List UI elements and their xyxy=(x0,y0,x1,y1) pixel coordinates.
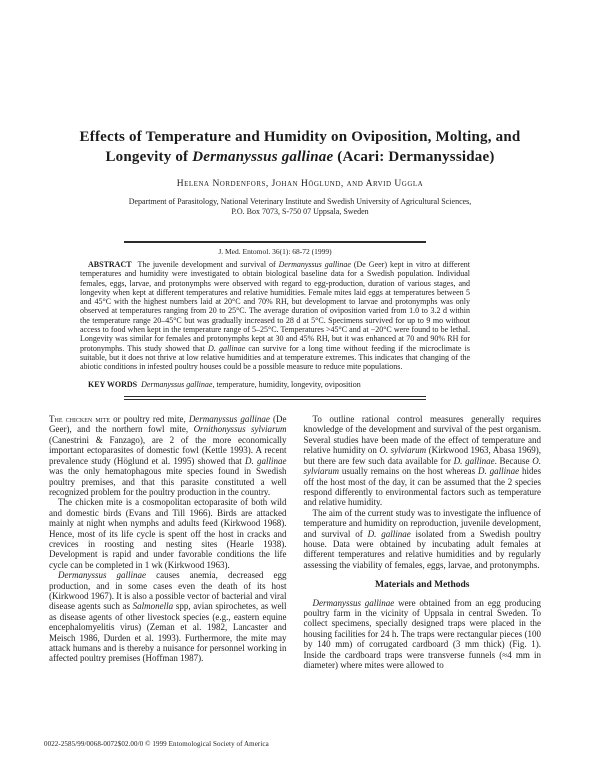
affiliation xyxy=(0,197,600,217)
body-paragraph: The aim of the current study was to investigate the influence of temperature and humidity on reproduction, juvenile development, and survival of D. gallinae isolated from a Swedish poultry house. Data were obtained by incubating adult females at different temperatures and relative humidities and by regularly assessing the viability of females, eggs, larvae, and protonymphs. xyxy=(303,507,541,570)
left-column xyxy=(49,414,287,670)
body-columns xyxy=(49,414,541,670)
body-paragraph: Dermanyssus gallinae were obtained from an egg producing poultry farm in the vicinity of Uppsala in central Sweden. To collect specimens, specially designed traps were placed in the housing facilities for 24 h. The traps were rectangular pieces (100 by 140 mm) of corrugated cardboard (3 mm thick) (Fig. 1). Inside the cardboard traps were transverse funnels (≈4 mm in diameter) where mites were allowed to xyxy=(303,597,542,670)
copyright-footer: 0022-2585/99/0068-0072$02.00/0 © 1999 Entomological Society of America xyxy=(44,740,269,748)
frontmatter-block xyxy=(80,241,470,400)
article-title-line1: Effects of Temperature and Humidity on Oviposition, Molting, and xyxy=(79,129,521,145)
body-paragraph: The chicken mite is a cosmopolitan ectoparasite of both wild and domestic birds (Evans and Till 1966). Birds are attacked mainly at night when nymphs and adults feed (Kirkwood 1968). Hence, most of its life cycle is spent off the host in cracks and crevices in roosting and nesting sites (Hearle 1938). Development is rapid and under favorable conditions the life cycle can be completed in 1 wk (Kirkwood 1963). xyxy=(49,497,287,570)
double-rule xyxy=(124,396,426,401)
body-paragraph: The chicken mite or poultry red mite, Dermanyssus gallinae (De Geer), and the northern fowl mite, Ornithonyssus sylviarum (Canestrini & Fanzago), are 2 of the more economically important ectoparasites of domestic fowl (Kettle 1993). A recent prevalence study (Höglund et al. 1995) showed that D. gallinae was the only hematophagous mite species found in Swedish poultry premises, and that this parasite constituted a well recognized problem for the poultry production in the country. xyxy=(49,414,287,497)
article-title xyxy=(0,0,600,167)
article-title-line2: Longevity of Dermanyssus gallinae (Acari: Dermanyssidae) xyxy=(105,149,495,165)
journal-citation: J. Med. Entomol. 36(1): 68-72 (1999) xyxy=(218,247,332,256)
right-column xyxy=(304,414,542,670)
authors-line: Helena Nordenfors, Johan Höglund, and Arvid Uggla xyxy=(176,179,424,189)
affiliation-line2: P.O. Box 7073, S-750 07 Uppsala, Sweden xyxy=(231,207,369,216)
keywords-line: KEY WORDS Dermanyssus gallinae, temperature, humidity, longevity, oviposition xyxy=(88,379,361,389)
top-rule xyxy=(124,241,426,243)
section-heading-materials-and-methods: Materials and Methods xyxy=(375,580,470,591)
body-paragraph: Dermanyssus gallinae causes anemia, decreased egg production, and in some cases even the death of its host (Kirkwood 1967). It is also a possible vector of bacterial and viral disease agents such as Salmonella spp, avian spirochetes, as well as disease agents of other livestock species (e.g., eastern equine encephalomyelitis virus) (Zeman et al. 1982, Lancaster and Meisch 1986, Durden et al. 1993). Furthermore, the mite may attack humans and is thereby a nuisance for personnel working in affected poultry premises (Hoffman 1987). xyxy=(49,570,287,664)
body-paragraph: To outline rational control measures generally requires knowledge of the development and survival of the pest organism. Several studies have been made of the effect of temperature and relative humidity on O. sylviarum (Kirkwood 1963, Abasa 1969), but there are few such data available for D. gallinae. Because O. sylviarum usually remains on the host whereas D. gallinae hides off the host most of the day, it can be assumed that the 2 species respond differently to environmental factors such as temperature and relative humidity. xyxy=(303,414,542,508)
abstract-paragraph: ABSTRACT The juvenile development and survival of Dermanyssus gallinae (De Geer) kept in vitro at different temperatures and humidity were investigated to obtain biological baseline data for a Swedish population. Individual females, eggs, larvae, and protonymphs were observed with regard to egg-production, duration of various stages, and longevity when kept at different temperatures and relative humidities. Female mites laid eggs at temperatures between 5 and 45°C with the highest numbers laid at 20°C and 70% RH, but development to larvae and protonymphs was only observed at temperatures ranging from 20 to 25°C. The average duration of oviposition varied from 1.0 to 3.2 d within the temperature range 20–45°C but was gradually increased to 28 d at 5°C. Specimens survived for up to 9 mo without access to food when kept in the temperature range of 5–25°C. Temperatures >45°C and at −20°C were found to be lethal. Longevity was similar for females and protonymphs kept at 30 and 45% RH, but it was enhanced at 70 and 90% RH for protonymphs. This study showed that D. gallinae can survive for a long time without feeding if the microclimate is suitable, but it does not thrive at low relative humidities and at temperature extremes. This indicates that changing of the abiotic conditions in infested poultry houses could be a possible measure to reduce mite populations. xyxy=(80,260,471,372)
affiliation-line1: Department of Parasitology, National Veterinary Institute and Swedish University of Agricultural Sciences, xyxy=(128,197,472,206)
